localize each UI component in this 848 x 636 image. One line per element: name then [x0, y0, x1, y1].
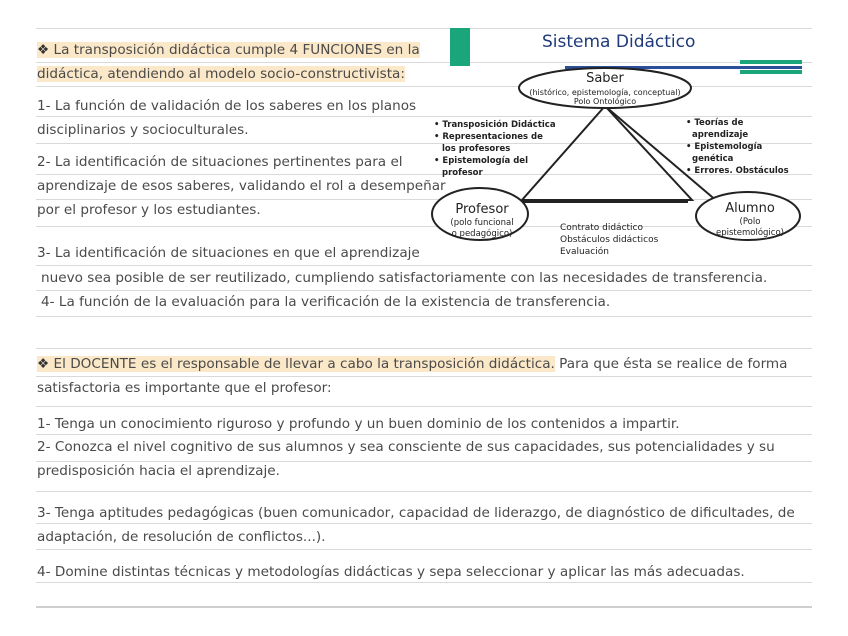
ruled-line: [36, 549, 812, 550]
profesor-label: Profesor: [455, 202, 509, 217]
section2-heading-line1: [37, 356, 788, 372]
green-accent-bar: [450, 28, 470, 66]
section1-heading-line2: [37, 66, 405, 82]
bottom-list-item: Obstáculos didácticos: [560, 235, 659, 245]
profesor-sub2: o pedagógico): [451, 229, 513, 239]
section1-item3-line1: 3- La identificación de situaciones en que el aprendizaje: [37, 245, 420, 261]
alumno-sub2: epistemológico): [716, 228, 784, 238]
left-list-item: • Representaciones de: [434, 132, 543, 142]
section1-item4: 4- La función de la evaluación para la verificación de la existencia de transferencia.: [41, 294, 611, 310]
section1-heading-text2: didáctica, atendiendo al modelo socio-constructivista:: [37, 66, 405, 82]
ruled-line: [36, 523, 812, 524]
ruled-line: [36, 290, 812, 291]
right-list-item: • Teorías de: [686, 118, 744, 128]
ruled-line: [36, 265, 812, 266]
section2-heading-highlight: El DOCENTE es el responsable de llevar a cabo la transposición didáctica.: [53, 356, 555, 372]
saber-sub1: (histórico, epistemología, conceptual): [529, 88, 681, 97]
left-list-item: • Transposición Didáctica: [434, 120, 556, 130]
left-list-item: • Epistemología del: [434, 156, 528, 166]
section2-item3-line2: adaptación, de resolución de conflictos...).: [37, 529, 326, 545]
diamond-bullet-icon: ❖: [37, 42, 50, 58]
section2-item3-line1: 3- Tenga aptitudes pedagógicas (buen comunicador, capacidad de liderazgo, de diagnóstico de dificultades, de: [37, 505, 795, 521]
right-list-item: genética: [692, 154, 734, 164]
right-list: [686, 118, 789, 176]
sistema-didactico-diagram: [430, 22, 820, 262]
section1-item3-line2: nuevo sea posible de ser reutilizado, cumpliendo satisfactoriamente con las necesidades de transferencia.: [41, 270, 768, 286]
section2-heading-line2: satisfactoria es importante que el profesor:: [37, 380, 332, 396]
section1-item2-line2: aprendizaje de esos saberes, validando el rol a desempeñar: [37, 178, 446, 194]
left-list-item: los profesores: [442, 144, 511, 154]
diagram-title: Sistema Didáctico: [542, 32, 696, 52]
left-list: [434, 119, 559, 178]
right-list-item: aprendizaje: [692, 130, 749, 140]
section2-item1: 1- Tenga un conocimiento riguroso y profundo y un buen dominio de los contenidos a impartir.: [37, 416, 680, 432]
left-list-item: profesor: [442, 168, 483, 178]
saber-sub2: Polo Ontológico: [573, 97, 637, 106]
ruled-line: [36, 461, 812, 462]
section1-heading-line1: [37, 42, 420, 58]
section1-heading-text: La transposición didáctica cumple 4 FUNCIONES en la: [53, 42, 420, 58]
ruled-line: [36, 376, 812, 377]
section1-item2-line3: por el profesor y los estudiantes.: [37, 202, 261, 218]
section2-item2-line2: predisposición hacia el aprendizaje.: [37, 463, 280, 479]
bottom-rule: [36, 606, 812, 608]
ruled-line: [36, 582, 812, 583]
ruled-line: [36, 406, 812, 407]
alumno-label: Alumno: [725, 201, 775, 216]
section2-item2-line1: 2- Conozca el nivel cognitivo de sus alumnos y sea consciente de sus capacidades, sus potencialidades y su: [37, 439, 775, 455]
diamond-bullet-icon: ❖: [37, 356, 50, 372]
right-list-item: • Errores. Obstáculos: [686, 166, 789, 176]
ruled-line: [36, 434, 812, 435]
bottom-list: [560, 223, 661, 257]
alumno-sub1: (Polo: [739, 217, 761, 227]
right-list-item: • Epistemología: [686, 142, 763, 152]
ruled-line: [36, 348, 812, 349]
bottom-list-item: Evaluación: [560, 247, 609, 257]
section2-heading-rest: Para que ésta se realice de forma: [554, 356, 788, 372]
section1-item2-line1: 2- La identificación de situaciones pertinentes para el: [37, 154, 403, 170]
section1-item1-line1: 1- La función de validación de los saberes en los planos: [37, 98, 417, 114]
section2-item4: 4- Domine distintas técnicas y metodologías didácticas y sepa seleccionar y aplicar las más adecuadas.: [37, 564, 745, 580]
profesor-sub1: (polo funcional: [450, 218, 514, 228]
accent-stripe-green: [740, 60, 802, 64]
saber-label: Saber: [586, 71, 624, 86]
accent-stripe-green-2: [740, 70, 802, 74]
bottom-list-item: Contrato didáctico: [560, 223, 644, 233]
ruled-line: [36, 316, 812, 317]
section1-item1-line2: disciplinarios y socioculturales.: [37, 122, 249, 138]
ruled-line: [36, 491, 812, 492]
